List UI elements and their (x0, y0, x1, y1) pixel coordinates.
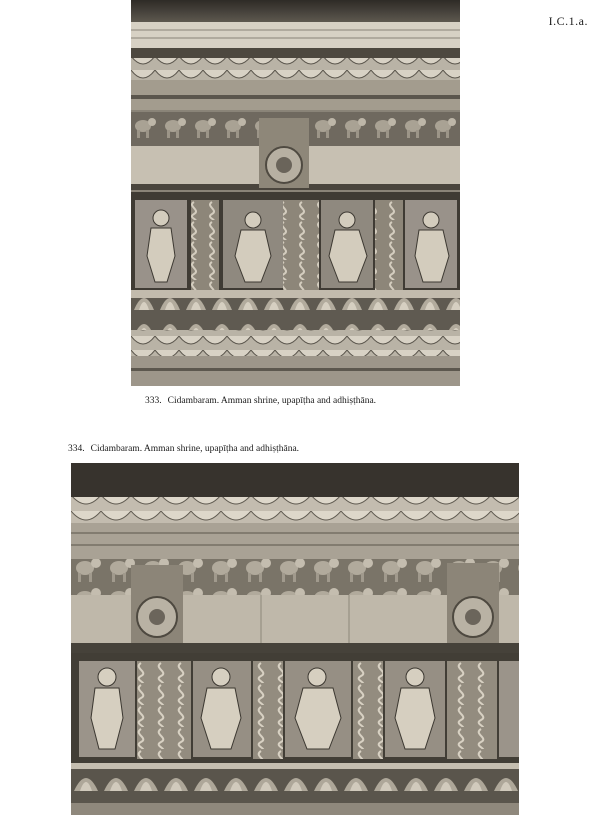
temple-relief-photo-333 (131, 0, 460, 386)
figure-caption-text: Cidambaram. Amman shrine, upapīṭha and adhiṣṭhāna. (167, 396, 377, 406)
photo-plate-333 (131, 0, 460, 386)
figure-caption-333 (145, 396, 376, 406)
figure-caption-text: Cidambaram. Amman shrine, upapīṭha and adhiṣṭhāna. (90, 444, 300, 454)
page-reference: I.C.1.a. (548, 14, 588, 28)
temple-relief-photo-334 (71, 463, 519, 815)
photo-plate-334 (71, 463, 519, 815)
figure-number: 334. (68, 444, 85, 454)
figure-number: 333. (145, 396, 162, 406)
figure-caption-334 (68, 444, 299, 454)
